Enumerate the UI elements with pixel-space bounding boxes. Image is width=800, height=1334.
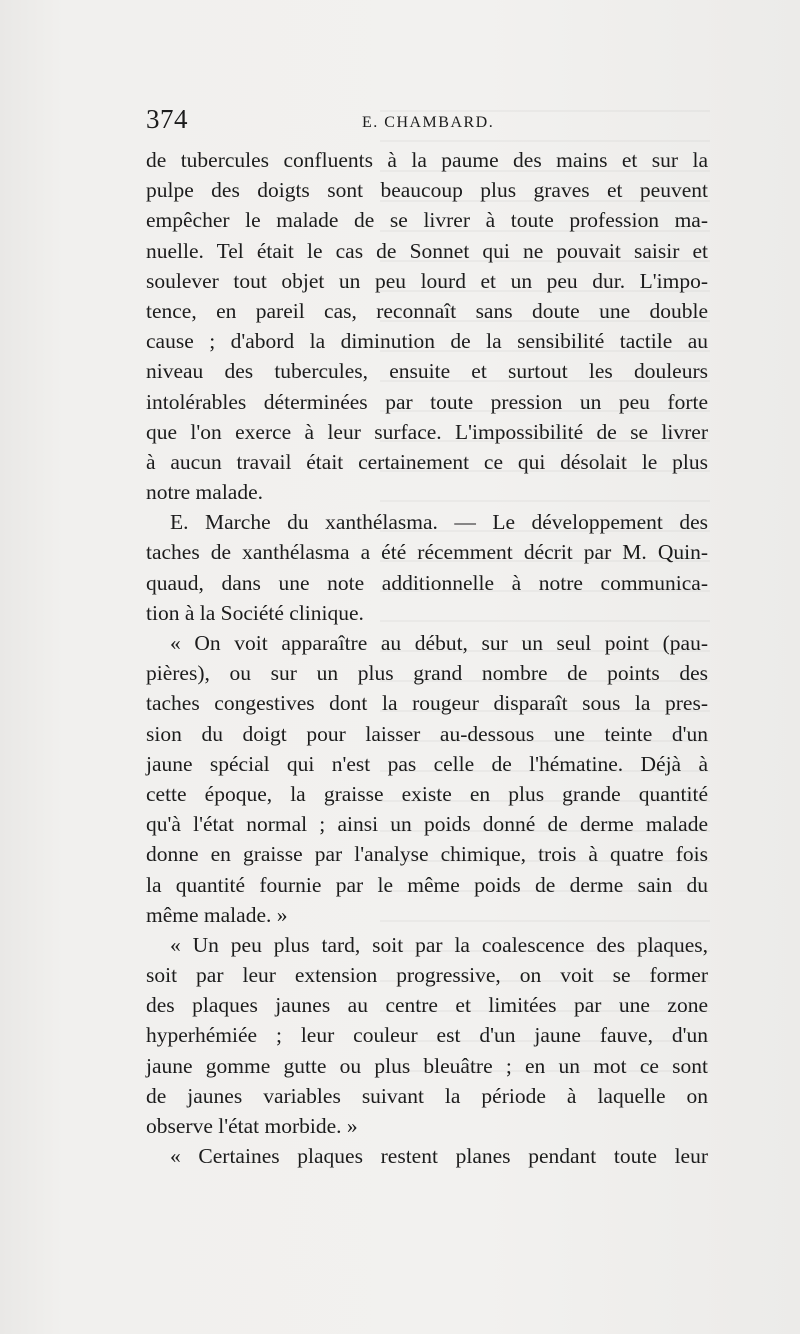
text-line: sion du doigt pour laisser au-dessous une teinte d'un: [146, 721, 708, 746]
text-line: notre malade.: [146, 480, 264, 505]
text-line: observe l'état morbide. »: [146, 1114, 358, 1138]
page-header: [146, 104, 706, 138]
text-line: pières), ou sur un plus grand nombre de points des: [146, 661, 708, 686]
text-line: que l'on exerce à leur surface. L'impossibilité de se livrer: [146, 419, 708, 444]
text-line: tence, en pareil cas, reconnaît sans doute une double: [146, 298, 708, 323]
text-line: des plaques jaunes au centre et limitées par une zone: [146, 993, 708, 1018]
text-line: jaune gomme gutte ou plus bleuâtre ; en un mot ce sont: [146, 1053, 708, 1078]
text-line: quaud, dans une note additionnelle à notre communica-: [146, 570, 708, 595]
text-line: soulever tout objet un peu lourd et un peu dur. L'impo-: [146, 268, 708, 293]
text-line: intolérables déterminées par toute pression un peu forte: [146, 389, 708, 414]
text-line: qu'à l'état normal ; ainsi un poids donné de derme malade: [146, 812, 708, 837]
section-heading-line: E. Marche du xanthélasma. — Le développement des: [170, 510, 708, 535]
text-line: empêcher le malade de se livrer à toute profession ma-: [146, 208, 708, 233]
text-line: nuelle. Tel était le cas de Sonnet qui ne pouvait saisir et: [146, 238, 708, 263]
text-line: tion à la Société clinique.: [146, 600, 364, 625]
text-line: soit par leur extension progressive, on voit se former: [146, 963, 708, 988]
text-line: taches de xanthélasma a été récemment décrit par M. Quin-: [146, 540, 708, 565]
quote-line: « Certaines plaques restent planes pendant toute leur: [170, 1144, 708, 1169]
text-line: de tubercules confluents à la paume des mains et sur la: [146, 148, 708, 172]
text-line: cette époque, la graisse existe en plus grande quantité: [146, 781, 708, 806]
text-line: cause ; d'abord la diminution de la sensibilité tactile au: [146, 329, 708, 354]
body-text: [146, 145, 708, 1171]
page-number: 374: [146, 104, 188, 134]
text-line: hyperhémiée ; leur couleur est d'un jaune fauve, d'un: [146, 1023, 708, 1048]
text-line: taches congestives dont la rougeur disparaît sous la pres-: [146, 691, 708, 716]
text-line: de jaunes variables suivant la période à laquelle on: [146, 1083, 708, 1108]
text-line: donne en graisse par l'analyse chimique, trois à quatre fois: [146, 842, 708, 867]
text-line: pulpe des doigts sont beaucoup plus graves et peuvent: [146, 178, 708, 203]
text-line: niveau des tubercules, ensuite et surtout les douleurs: [146, 359, 708, 384]
quote-line: « Un peu plus tard, soit par la coalescence des plaques,: [170, 932, 708, 957]
text-line: jaune spécial qui n'est pas celle de l'hématine. Déjà à: [146, 751, 708, 776]
text-line: la quantité fournie par le même poids de derme sain du: [146, 872, 708, 897]
text-line: à aucun travail était certainement ce qui désolait le plus: [146, 449, 708, 474]
quote-line: « On voit apparaître au début, sur un seul point (pau-: [170, 631, 708, 655]
running-head: E. CHAMBARD.: [362, 114, 495, 131]
text-line: même malade. »: [146, 902, 288, 927]
